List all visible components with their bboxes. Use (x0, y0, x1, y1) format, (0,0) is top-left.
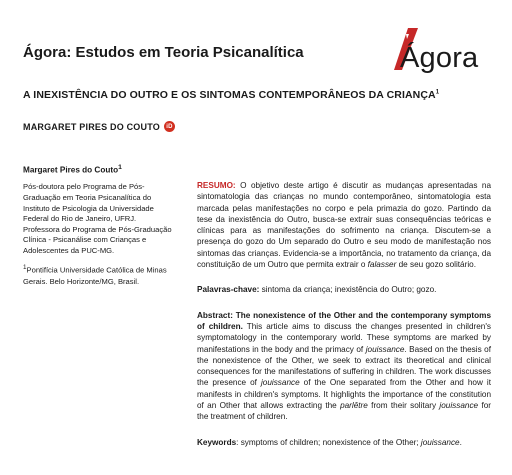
article-title-text: A INEXISTÊNCIA DO OUTRO E OS SINTOMAS CONTEMPORÂNEOS DA CRIANÇA (23, 89, 436, 101)
journal-logo (394, 28, 494, 76)
author-name-upper: MARGARET PIRES DO COUTO (23, 121, 160, 132)
orcid-icon[interactable]: iD (164, 121, 175, 132)
journal-title: Ágora: Estudos em Teoria Psicanalítica (23, 44, 304, 61)
article-title (23, 89, 439, 101)
logo-wordmark: Ágora (400, 42, 479, 74)
author-byline (23, 121, 175, 132)
author-footnote: $^1$Pontifícia Universidade Católica de Minas Gerais. Belo Horizonte/MG, Brasil. (23, 264, 167, 286)
article-title-note: 1 (435, 89, 440, 96)
sidebar-author-name: Margaret Pires do Couto$^1$ (23, 164, 122, 175)
article-abstracts (197, 180, 491, 448)
author-affiliation: Pós-doutora pelo Programa de Pós-Graduação em Teoria Psicanalítica do Instituto de Psicologia da Universidade Federal do Rio de Janeiro, UFRJ. Professora do Programa de Pós-Graduação Clínica - Psicanálise com Crianças e Adolescentes da PUC-MG. (23, 182, 172, 255)
abstract-paragraph: Abstract: The nonexistence of the Other and the contemporany symptoms of children. This article aims to discuss the changes presented in children's symptomatology in the contemporary world. These symptoms are marked by manifestations in the body and the primacy of jouissance. Based on the thesis of the nonexistence of the Other, we seek to extract its theoretical and clinical consequences for the manifestations of suffering in children. The work discusses the presence of jouissance of the One separated from the Other and how it manifests in children's symptoms. It highlights the importance of the constitution of an Other that allows extracting the parlêtre from their solitary jouissance for the treatment of children. (197, 310, 492, 422)
resumo-paragraph: RESUMO: O objetivo deste artigo é discutir as mudanças apresentadas na sintomatologia das crianças no mundo contemporâneo, sintomatologia esta marcada pelas manifestações no corpo e pela primazia do gozo. Partindo da tese da inexistência do Outro, busca-se extrair suas consequências teóricas e clínicas para as manifestações do sofrimento na criança. Discutem-se a presença do gozo do Um separado do Outro e seu modo de manifestação nos sintomas das crianças. Evidencia-se a importância, no tratamento da criança, da constituição de um Outro que permita extrair o falasser de seu gozo solitário. (197, 181, 491, 270)
palavras-chave: Palavras-chave: sintoma da criança; inexistência do Outro; gozo. (197, 285, 437, 295)
keywords: Keywords: symptoms of children; nonexistence of the Other; jouissance. (197, 437, 462, 447)
author-sidebar (23, 163, 173, 287)
